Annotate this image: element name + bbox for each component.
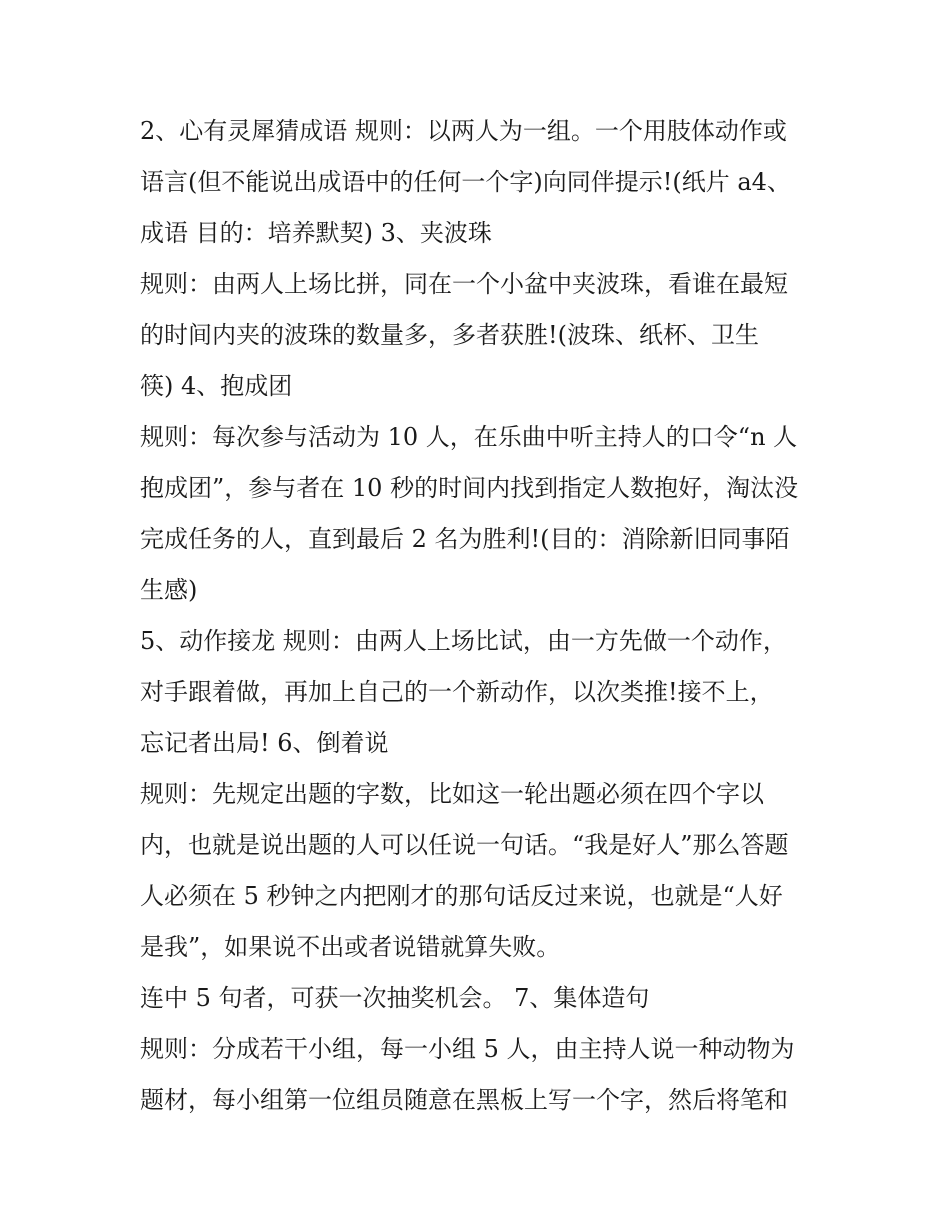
- text-line: 规则：由两人上场比拼，同在一个小盆中夹波珠，看谁在最短: [140, 270, 788, 298]
- text-line: 忘记者出局! 6、倒着说: [140, 729, 389, 757]
- text-line: 规则：先规定出题的字数，比如这一轮出题必须在四个字以: [140, 780, 764, 808]
- text-line: 对手跟着做，再加上自己的一个新动作，以次类推!接不上，: [140, 678, 774, 706]
- text-line: 是我”，如果说不出或者说错就算失败。: [140, 933, 561, 961]
- text-line: 完成任务的人，直到最后 2 名为胜利!(目的：消除新旧同事陌: [140, 525, 790, 553]
- text-line: 连中 5 句者，可获一次抽奖机会。 7、集体造句: [140, 984, 650, 1012]
- text-line: 抱成团”，参与者在 10 秒的时间内找到指定人数抱好，淘汰没: [140, 474, 799, 502]
- text-line: 筷) 4、抱成团: [140, 372, 293, 400]
- text-line: 的时间内夹的波珠的数量多，多者获胜!(波珠、纸杯、卫生: [140, 321, 760, 349]
- text-line: 2、心有灵犀猜成语 规则：以两人为一组。一个用肢体动作或: [140, 117, 787, 145]
- text-line: 规则：每次参与活动为 10 人，在乐曲中听主持人的口令“n 人: [140, 423, 798, 451]
- text-line: 语言(但不能说出成语中的任何一个字)向同伴提示!(纸片 a4、: [140, 168, 791, 196]
- text-line: 生感): [140, 576, 198, 604]
- text-line: 成语 目的：培养默契) 3、夹波珠: [140, 219, 492, 247]
- text-line: 规则：分成若干小组，每一小组 5 人，由主持人说一种动物为: [140, 1035, 795, 1063]
- document-body: [140, 106, 830, 1126]
- text-line: 人必须在 5 秒钟之内把刚才的那句话反过来说，也就是“人好: [140, 882, 783, 910]
- text-line: 内，也就是说出题的人可以任说一句话。“我是好人”那么答题: [140, 831, 789, 859]
- text-line: 5、动作接龙 规则：由两人上场比试，由一方先做一个动作，: [140, 627, 787, 655]
- text-line: 题材，每小组第一位组员随意在黑板上写一个字，然后将笔和: [140, 1086, 788, 1114]
